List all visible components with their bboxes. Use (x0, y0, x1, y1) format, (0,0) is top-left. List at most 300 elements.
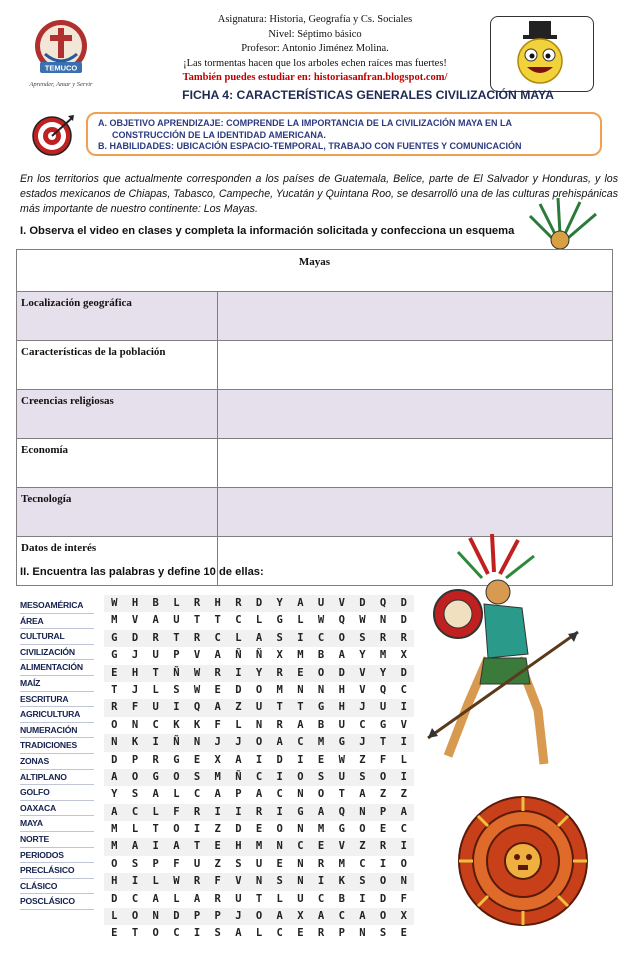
grid-letter[interactable]: G (297, 805, 304, 818)
grid-letter[interactable]: U (235, 892, 242, 905)
grid-letter[interactable]: J (359, 701, 366, 714)
grid-letter[interactable]: Z (359, 840, 366, 853)
grid-letter[interactable]: M (214, 770, 221, 783)
grid-letter[interactable]: Z (359, 753, 366, 766)
grid-letter[interactable]: D (400, 597, 407, 609)
grid-letter[interactable]: F (214, 718, 221, 731)
grid-letter[interactable]: N (111, 736, 118, 749)
grid-letter[interactable]: D (131, 631, 139, 644)
grid-letter[interactable]: H (338, 683, 345, 696)
grid-letter[interactable]: L (173, 892, 180, 905)
grid-letter[interactable]: E (400, 927, 407, 940)
grid-letter[interactable]: P (131, 753, 139, 766)
grid-letter[interactable]: L (235, 718, 242, 731)
grid-letter[interactable]: M (276, 683, 283, 696)
grid-letter[interactable]: I (400, 701, 407, 714)
grid-letter[interactable]: V (400, 718, 407, 731)
grid-letter[interactable]: R (255, 805, 263, 818)
grid-letter[interactable]: O (379, 875, 387, 888)
grid-letter[interactable]: G (338, 736, 345, 749)
grid-letter[interactable]: A (173, 840, 180, 853)
grid-letter[interactable]: A (131, 840, 139, 853)
grid-letter[interactable]: S (359, 770, 366, 783)
grid-letter[interactable]: J (214, 736, 221, 749)
grid-letter[interactable]: M (379, 649, 387, 662)
grid-letter[interactable]: X (276, 649, 283, 662)
grid-letter[interactable]: M (338, 857, 345, 870)
grid-letter[interactable]: D (235, 683, 242, 696)
grid-letter[interactable]: D (400, 666, 407, 679)
grid-letter[interactable]: E (297, 666, 304, 679)
grid-letter[interactable]: I (214, 805, 221, 818)
grid-letter[interactable]: I (400, 840, 407, 853)
grid-letter[interactable]: C (338, 910, 345, 923)
grid-letter[interactable]: N (297, 875, 304, 888)
grid-letter[interactable]: H (235, 840, 242, 853)
grid-letter[interactable]: O (338, 631, 345, 644)
grid-letter[interactable]: R (193, 631, 201, 644)
grid-letter[interactable]: R (193, 875, 201, 888)
grid-letter[interactable]: P (214, 910, 221, 923)
answer-cell-beliefs[interactable] (218, 390, 613, 439)
grid-letter[interactable]: S (173, 683, 180, 696)
grid-letter[interactable]: Y (255, 666, 263, 679)
grid-letter[interactable]: D (379, 892, 387, 905)
grid-letter[interactable]: I (255, 753, 263, 766)
grid-letter[interactable]: A (297, 597, 304, 609)
grid-letter[interactable]: S (359, 875, 366, 888)
grid-letter[interactable]: V (338, 597, 345, 609)
grid-letter[interactable]: S (131, 857, 139, 870)
grid-letter[interactable]: L (152, 875, 159, 888)
grid-letter[interactable]: U (379, 701, 387, 714)
grid-letter[interactable]: O (152, 927, 159, 940)
grid-letter[interactable]: Q (379, 597, 387, 609)
grid-letter[interactable]: F (173, 857, 180, 870)
grid-letter[interactable]: Z (214, 823, 221, 836)
grid-letter[interactable]: D (338, 666, 345, 679)
grid-letter[interactable]: A (235, 753, 242, 766)
grid-letter[interactable]: Q (338, 805, 345, 818)
grid-letter[interactable]: X (400, 910, 407, 923)
grid-letter[interactable]: K (173, 718, 180, 731)
grid-letter[interactable]: V (235, 875, 242, 888)
grid-letter[interactable]: R (152, 753, 159, 766)
grid-letter[interactable]: M (317, 823, 325, 836)
grid-letter[interactable]: P (152, 857, 159, 870)
grid-letter[interactable]: K (131, 736, 139, 749)
grid-letter[interactable]: I (317, 875, 325, 888)
grid-letter[interactable]: R (276, 666, 283, 679)
grid-letter[interactable]: H (131, 666, 139, 679)
grid-letter[interactable]: W (338, 753, 345, 766)
grid-letter[interactable]: T (379, 736, 387, 749)
grid-letter[interactable]: I (359, 892, 366, 905)
grid-letter[interactable]: S (276, 631, 283, 644)
answer-cell-population[interactable] (218, 341, 613, 390)
grid-letter[interactable]: R (276, 718, 283, 731)
grid-letter[interactable]: O (131, 770, 139, 783)
grid-letter[interactable]: R (317, 857, 325, 870)
grid-letter[interactable]: R (379, 840, 387, 853)
grid-letter[interactable]: V (338, 840, 345, 853)
grid-letter[interactable]: E (193, 753, 201, 766)
grid-letter[interactable]: A (359, 788, 366, 801)
grid-letter[interactable]: P (235, 788, 242, 801)
grid-letter[interactable]: D (255, 597, 263, 609)
grid-letter[interactable]: K (193, 718, 201, 731)
grid-letter[interactable]: C (214, 631, 221, 644)
blog-link[interactable]: También puedes estudiar en: historiasanfran.blogspot.com/ (182, 72, 448, 83)
grid-letter[interactable]: H (214, 597, 221, 609)
grid-letter[interactable]: C (359, 857, 366, 870)
grid-letter[interactable]: O (255, 683, 263, 696)
grid-letter[interactable]: C (255, 770, 263, 783)
grid-letter[interactable]: I (152, 840, 159, 853)
grid-letter[interactable]: S (131, 788, 139, 801)
grid-letter[interactable]: U (193, 857, 201, 870)
grid-letter[interactable]: I (173, 701, 180, 714)
grid-letter[interactable]: A (193, 892, 201, 905)
grid-letter[interactable]: N (297, 788, 304, 801)
grid-letter[interactable]: U (173, 614, 180, 627)
grid-letter[interactable]: L (255, 614, 263, 627)
grid-letter[interactable]: O (379, 770, 387, 783)
grid-letter[interactable]: R (235, 597, 242, 609)
grid-letter[interactable]: M (297, 649, 304, 662)
grid-letter[interactable]: P (193, 910, 201, 923)
grid-letter[interactable]: Y (379, 666, 387, 679)
grid-letter[interactable]: C (400, 683, 407, 696)
grid-letter[interactable]: A (152, 614, 159, 627)
grid-letter[interactable]: I (152, 736, 159, 749)
grid-letter[interactable]: C (297, 736, 304, 749)
grid-letter[interactable]: I (131, 875, 139, 888)
grid-letter[interactable]: A (152, 892, 159, 905)
grid-letter[interactable]: H (131, 597, 139, 609)
grid-letter[interactable]: F (214, 875, 221, 888)
grid-letter[interactable]: S (193, 770, 201, 783)
grid-letter[interactable]: A (276, 910, 283, 923)
grid-letter[interactable]: A (400, 805, 407, 818)
grid-letter[interactable]: N (131, 718, 139, 731)
grid-letter[interactable]: O (359, 823, 366, 836)
grid-letter[interactable]: T (193, 614, 201, 627)
grid-letter[interactable]: I (297, 631, 304, 644)
grid-letter[interactable]: I (276, 770, 283, 783)
grid-letter[interactable]: O (131, 910, 139, 923)
grid-letter[interactable]: T (276, 701, 283, 714)
grid-letter[interactable]: E (276, 857, 283, 870)
grid-letter[interactable]: E (111, 927, 118, 940)
grid-letter[interactable]: P (173, 649, 180, 662)
grid-letter[interactable]: J (235, 736, 242, 749)
grid-letter[interactable]: T (152, 823, 159, 836)
grid-letter[interactable]: G (111, 649, 118, 662)
answer-cell-economy[interactable] (218, 439, 613, 488)
grid-letter[interactable]: N (297, 857, 304, 870)
grid-letter[interactable]: U (255, 701, 263, 714)
grid-letter[interactable]: T (111, 683, 118, 696)
grid-letter[interactable]: R (214, 892, 221, 905)
grid-letter[interactable]: O (317, 788, 325, 801)
grid-letter[interactable]: H (338, 701, 345, 714)
grid-letter[interactable]: O (111, 857, 118, 870)
grid-letter[interactable]: U (317, 597, 325, 609)
grid-letter[interactable]: X (214, 753, 221, 766)
grid-letter[interactable]: T (214, 614, 221, 627)
grid-letter[interactable]: T (193, 840, 201, 853)
grid-letter[interactable]: J (235, 910, 242, 923)
grid-letter[interactable]: C (359, 718, 366, 731)
grid-letter[interactable]: W (317, 614, 325, 627)
grid-letter[interactable]: X (297, 910, 304, 923)
grid-letter[interactable]: A (255, 788, 263, 801)
grid-letter[interactable]: S (379, 927, 387, 940)
grid-letter[interactable]: O (276, 823, 283, 836)
grid-letter[interactable]: F (400, 892, 407, 905)
grid-letter[interactable]: O (111, 718, 118, 731)
grid-letter[interactable]: E (214, 840, 221, 853)
grid-letter[interactable]: A (111, 770, 118, 783)
grid-letter[interactable]: T (173, 631, 180, 644)
grid-letter[interactable]: J (131, 683, 139, 696)
grid-letter[interactable]: V (359, 666, 366, 679)
grid-letter[interactable]: D (359, 597, 366, 609)
grid-letter[interactable]: P (379, 805, 387, 818)
grid-letter[interactable]: R (400, 631, 407, 644)
grid-letter[interactable]: E (255, 823, 263, 836)
grid-letter[interactable]: H (111, 875, 118, 888)
grid-letter[interactable]: C (317, 631, 325, 644)
grid-letter[interactable]: S (214, 927, 221, 940)
grid-letter[interactable]: Y (359, 649, 366, 662)
grid-letter[interactable]: O (173, 823, 180, 836)
grid-letter[interactable]: A (214, 788, 221, 801)
grid-letter[interactable]: T (338, 788, 345, 801)
grid-letter[interactable]: D (111, 753, 118, 766)
grid-letter[interactable]: Ñ (173, 666, 180, 679)
grid-letter[interactable]: Ñ (235, 770, 242, 783)
grid-letter[interactable]: C (193, 788, 201, 801)
grid-letter[interactable]: F (131, 701, 139, 714)
grid-letter[interactable]: N (359, 927, 366, 940)
grid-letter[interactable]: G (338, 823, 345, 836)
grid-letter[interactable]: T (255, 892, 263, 905)
grid-letter[interactable]: M (255, 840, 263, 853)
grid-letter[interactable]: M (111, 614, 118, 627)
grid-letter[interactable]: Q (379, 683, 387, 696)
grid-letter[interactable]: B (317, 649, 325, 662)
grid-letter[interactable]: B (317, 718, 325, 731)
grid-letter[interactable]: A (297, 718, 304, 731)
grid-letter[interactable]: N (359, 805, 366, 818)
grid-letter[interactable]: G (111, 631, 118, 644)
grid-letter[interactable]: T (131, 927, 139, 940)
grid-letter[interactable]: L (131, 823, 139, 836)
grid-letter[interactable]: Y (276, 597, 283, 609)
grid-letter[interactable]: L (173, 597, 180, 609)
grid-letter[interactable]: A (338, 649, 345, 662)
grid-letter[interactable]: I (235, 805, 242, 818)
grid-letter[interactable]: N (255, 875, 263, 888)
grid-letter[interactable]: W (359, 614, 366, 627)
grid-letter[interactable]: A (359, 910, 366, 923)
grid-letter[interactable]: A (276, 736, 283, 749)
grid-letter[interactable]: R (193, 805, 201, 818)
grid-letter[interactable]: M (111, 840, 118, 853)
grid-letter[interactable]: U (152, 649, 159, 662)
grid-letter[interactable]: B (338, 892, 345, 905)
grid-letter[interactable]: I (193, 927, 201, 940)
grid-letter[interactable]: O (173, 770, 180, 783)
grid-letter[interactable]: N (297, 683, 304, 696)
grid-letter[interactable]: I (193, 823, 201, 836)
grid-letter[interactable]: W (193, 666, 201, 679)
grid-letter[interactable]: D (235, 823, 242, 836)
grid-letter[interactable]: Y (111, 788, 118, 801)
grid-letter[interactable]: G (173, 753, 180, 766)
grid-letter[interactable]: O (255, 736, 263, 749)
grid-letter[interactable]: A (152, 788, 159, 801)
grid-letter[interactable]: R (193, 597, 201, 609)
answer-cell-location[interactable] (218, 292, 613, 341)
grid-letter[interactable]: J (359, 736, 366, 749)
answer-cell-technology[interactable] (218, 488, 613, 537)
grid-letter[interactable]: L (400, 753, 407, 766)
grid-letter[interactable]: N (276, 840, 283, 853)
grid-letter[interactable]: S (235, 857, 242, 870)
grid-letter[interactable]: I (235, 666, 242, 679)
grid-letter[interactable]: V (131, 614, 139, 627)
grid-letter[interactable]: G (276, 614, 283, 627)
grid-letter[interactable]: L (255, 927, 263, 940)
grid-letter[interactable]: E (317, 753, 325, 766)
grid-letter[interactable]: Z (214, 857, 221, 870)
grid-letter[interactable]: K (338, 875, 345, 888)
grid-letter[interactable]: S (359, 631, 366, 644)
grid-letter[interactable]: R (152, 631, 159, 644)
grid-letter[interactable]: L (276, 892, 283, 905)
grid-letter[interactable]: A (214, 701, 221, 714)
grid-letter[interactable]: U (255, 857, 263, 870)
grid-letter[interactable]: Z (235, 701, 242, 714)
grid-letter[interactable]: O (297, 770, 304, 783)
grid-letter[interactable]: E (379, 823, 387, 836)
grid-letter[interactable]: C (276, 788, 283, 801)
grid-letter[interactable]: V (193, 649, 201, 662)
grid-letter[interactable]: T (152, 666, 159, 679)
grid-letter[interactable]: N (152, 910, 159, 923)
grid-letter[interactable]: F (173, 805, 180, 818)
grid-letter[interactable]: C (317, 892, 325, 905)
grid-letter[interactable]: A (214, 649, 221, 662)
grid-letter[interactable]: G (317, 701, 325, 714)
grid-letter[interactable]: C (173, 927, 180, 940)
grid-letter[interactable]: L (297, 614, 304, 627)
grid-letter[interactable]: Q (338, 614, 345, 627)
grid-letter[interactable]: L (111, 910, 118, 923)
grid-letter[interactable]: Q (193, 701, 201, 714)
grid-letter[interactable]: R (111, 701, 118, 714)
grid-letter[interactable]: R (317, 927, 325, 940)
grid-letter[interactable]: M (317, 736, 325, 749)
grid-letter[interactable]: W (173, 875, 180, 888)
grid-letter[interactable]: C (297, 840, 304, 853)
grid-letter[interactable]: W (193, 683, 201, 696)
grid-letter[interactable]: L (235, 631, 242, 644)
grid-letter[interactable]: C (131, 805, 139, 818)
grid-letter[interactable]: C (131, 892, 139, 905)
grid-letter[interactable]: N (400, 875, 407, 888)
grid-letter[interactable]: J (131, 649, 139, 662)
grid-letter[interactable]: C (400, 823, 407, 836)
grid-letter[interactable]: L (152, 805, 159, 818)
grid-letter[interactable]: Z (379, 788, 387, 801)
grid-letter[interactable]: O (379, 910, 387, 923)
grid-letter[interactable]: P (338, 927, 345, 940)
grid-letter[interactable]: N (317, 683, 325, 696)
grid-letter[interactable]: W (111, 597, 118, 609)
grid-letter[interactable]: I (276, 805, 283, 818)
grid-letter[interactable]: R (214, 666, 221, 679)
grid-letter[interactable]: D (400, 614, 407, 627)
grid-letter[interactable]: Ñ (173, 736, 180, 749)
grid-letter[interactable]: D (173, 910, 180, 923)
grid-letter[interactable]: U (297, 892, 304, 905)
grid-letter[interactable]: M (111, 823, 118, 836)
grid-letter[interactable]: U (152, 701, 159, 714)
grid-letter[interactable]: I (400, 770, 407, 783)
grid-letter[interactable]: N (379, 614, 387, 627)
grid-letter[interactable]: B (152, 597, 159, 609)
grid-letter[interactable]: I (379, 857, 387, 870)
grid-letter[interactable]: E (317, 840, 325, 853)
grid-letter[interactable]: C (235, 614, 242, 627)
grid-letter[interactable]: A (317, 805, 325, 818)
grid-letter[interactable]: A (111, 805, 118, 818)
grid-letter[interactable]: D (111, 892, 118, 905)
grid-letter[interactable]: F (379, 753, 387, 766)
grid-letter[interactable]: T (297, 701, 304, 714)
grid-letter[interactable]: S (317, 770, 325, 783)
grid-letter[interactable]: R (379, 631, 387, 644)
grid-letter[interactable]: L (173, 788, 180, 801)
grid-letter[interactable]: U (338, 718, 345, 731)
grid-letter[interactable]: V (359, 683, 366, 696)
grid-letter[interactable]: C (152, 718, 159, 731)
grid-letter[interactable]: I (297, 753, 304, 766)
grid-letter[interactable]: Ñ (255, 649, 263, 662)
grid-letter[interactable]: N (255, 718, 263, 731)
grid-letter[interactable]: Ñ (235, 649, 242, 662)
grid-letter[interactable]: O (400, 857, 407, 870)
grid-letter[interactable]: S (276, 875, 283, 888)
grid-letter[interactable]: A (235, 927, 242, 940)
grid-letter[interactable]: A (317, 910, 325, 923)
grid-letter[interactable]: Z (400, 788, 407, 801)
grid-letter[interactable]: E (297, 927, 304, 940)
grid-letter[interactable]: I (400, 736, 407, 749)
grid-letter[interactable]: G (379, 718, 387, 731)
grid-letter[interactable]: O (255, 910, 263, 923)
grid-letter[interactable]: E (111, 666, 118, 679)
grid-letter[interactable]: L (152, 683, 159, 696)
grid-letter[interactable]: G (152, 770, 159, 783)
grid-letter[interactable]: N (193, 736, 201, 749)
grid-letter[interactable]: U (338, 770, 345, 783)
grid-letter[interactable]: O (317, 666, 325, 679)
